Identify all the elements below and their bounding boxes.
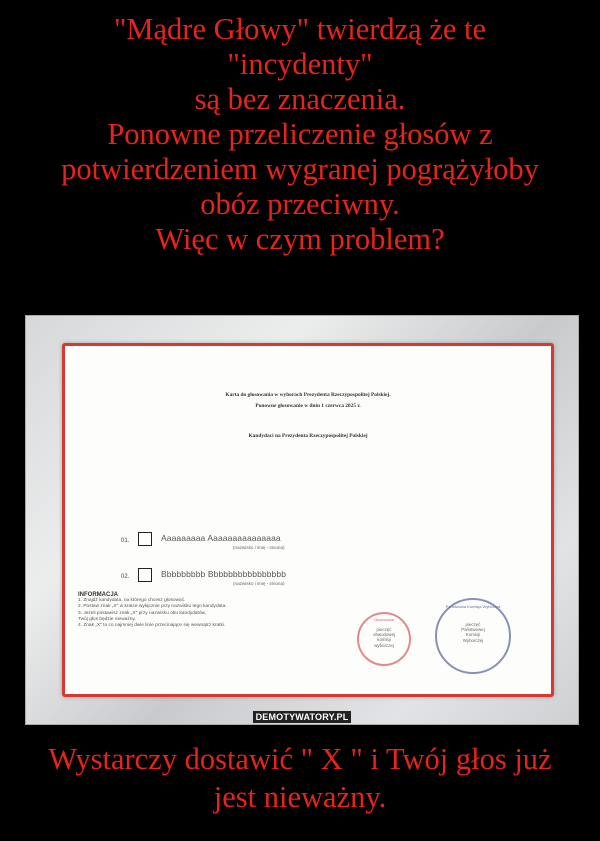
candidate-checkbox-1[interactable] xyxy=(138,532,152,546)
ballot-info xyxy=(78,592,227,629)
stamp-line: wyborczej xyxy=(374,642,394,648)
info-heading: INFORMACJA xyxy=(78,592,118,598)
stamp-line: pieczęć xyxy=(465,622,481,627)
caption-line: obóz przeciwny. xyxy=(200,187,400,221)
info-line: Twój głos będzie nieważny. xyxy=(78,616,136,622)
caption-line: Ponowne przeliczenie głosów z xyxy=(107,117,493,151)
candidate-hint: (nazwisko i imię - imiona) xyxy=(233,581,285,586)
candidate-hint: (nazwisko i imię - imiona) xyxy=(233,545,285,550)
stamp-line: pieczęć xyxy=(376,627,392,632)
ballot-subtitle: Ponowne głosowanie w dniu 1 czerwca 2025 r. xyxy=(255,403,361,409)
watermark xyxy=(26,712,578,724)
ballot-section-heading: Kandydaci na Prezydenta Rzeczypospolitej Polskiej xyxy=(248,433,368,439)
stamp-ring-text: Państwowa Komisja Wyborcza xyxy=(445,604,501,609)
candidate-name: Bbbbbbbbb Bbbbbbbbbbbbbbbb xyxy=(161,569,287,579)
candidate-number: 02. xyxy=(121,574,130,580)
top-caption xyxy=(10,12,590,257)
stamp-ring-text: Obwodowa xyxy=(373,617,394,622)
ballot-title: Karta do głosowania w wyborach Prezydenta Rzeczypospolitej Polskiej. xyxy=(225,392,391,398)
info-line: 3. Jeżeli postawisz znak „X" przy nazwisku obu kandydatów, xyxy=(78,610,207,616)
stamp-line: Wyborczej xyxy=(462,637,484,643)
stamp-line: komisji xyxy=(377,637,391,643)
stamp-line: Państwowej xyxy=(461,627,485,633)
watermark-text: DEMOTYWATORY.PL xyxy=(253,711,352,723)
info-line: 4. Znak „X" to co najmniej dwie linie przecinające się wewnątrz kratki. xyxy=(78,623,226,629)
caption-line: jest nieważny. xyxy=(213,780,387,814)
stamp-line: Komisji xyxy=(465,632,481,638)
caption-line: potwierdzeniem wygranej pogrążyłoby xyxy=(61,152,539,186)
caption-line: "incydenty" xyxy=(227,47,373,81)
ballot-photo xyxy=(25,315,579,725)
caption-line: "Mądre Głowy" twierdzą że te xyxy=(113,12,487,46)
info-line: 2. Postaw znak „X" w kratce wyłącznie przy nazwisku tego kandydata. xyxy=(78,604,227,610)
state-commission-stamp xyxy=(435,598,511,674)
bottom-caption xyxy=(10,740,590,816)
candidate-checkbox-2[interactable] xyxy=(138,568,152,582)
caption-line: Więc w czym problem? xyxy=(155,222,445,256)
candidate-number: 01. xyxy=(121,538,130,544)
ballot-card xyxy=(62,343,554,697)
caption-line: są bez znaczenia. xyxy=(194,82,406,116)
candidate-name: Aaaaaaaaa Aaaaaaaaaaaaaaa xyxy=(161,533,281,543)
stamp-line: obwodowej xyxy=(373,632,395,638)
caption-line: Wystarczy dostawić " X " i Twój głos już xyxy=(48,742,552,776)
district-commission-stamp xyxy=(357,612,411,666)
info-line: 1. Znajdź kandydata, na którego chcesz głosować. xyxy=(78,598,186,604)
